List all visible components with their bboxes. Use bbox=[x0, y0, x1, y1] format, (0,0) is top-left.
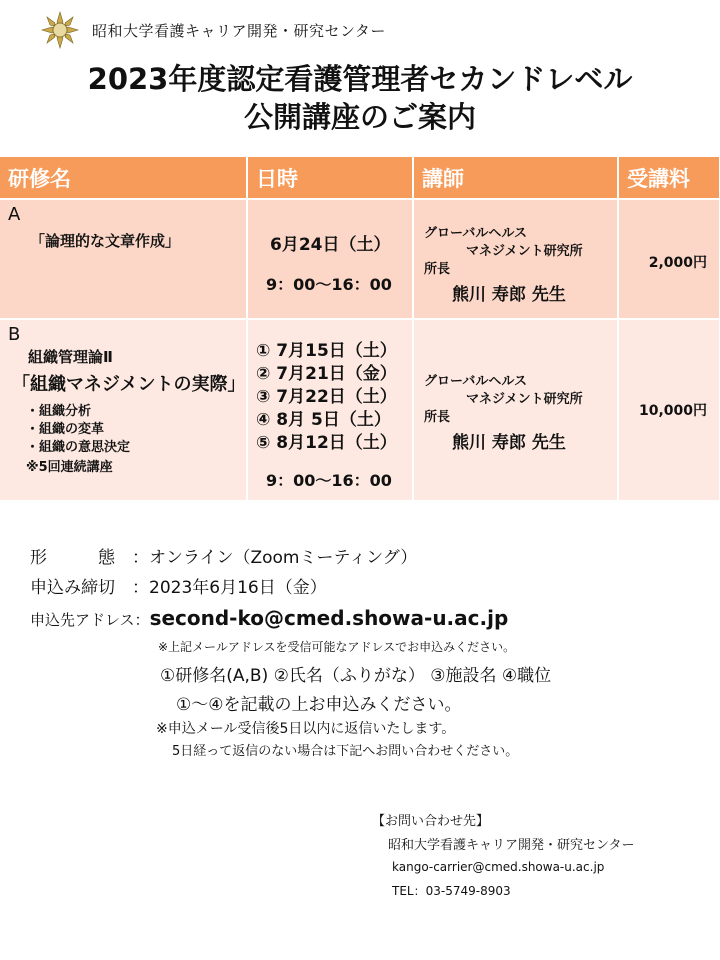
course-name-sub: 「組織マネジメントの実際」 bbox=[12, 374, 246, 395]
course-date: ④ 8月 5日（土） bbox=[256, 410, 391, 430]
datetime-cell bbox=[247, 319, 413, 501]
lecturer-name: 熊川 寿郎 先生 bbox=[452, 433, 566, 453]
contact-org: 昭和大学看護キャリア開発・研究センター bbox=[388, 838, 635, 853]
fee-cell bbox=[618, 319, 720, 501]
reply-note-2: 5日経って返信のない場合は下記へお問い合わせください。 bbox=[172, 744, 519, 759]
course-time: 9：00～16：00 bbox=[266, 275, 392, 294]
header-fee: 受講料 bbox=[618, 157, 720, 199]
lecturer-org-1: グローバルヘルス bbox=[424, 374, 527, 389]
address-value[interactable]: second-ko@cmed.showa-u.ac.jp bbox=[149, 606, 509, 630]
lecturer-role: 所長 bbox=[424, 262, 451, 277]
course-dates bbox=[256, 340, 397, 455]
course-fee: 10,000円 bbox=[638, 403, 707, 419]
lecturer-name: 熊川 寿郎 先生 bbox=[452, 285, 566, 305]
course-cell bbox=[0, 199, 247, 319]
table-header-row bbox=[0, 157, 720, 199]
lecturer-org-2: マネジメント研究所 bbox=[466, 392, 583, 407]
lecturer-cell bbox=[413, 199, 618, 319]
course-date: ⑤ 8月12日（土） bbox=[256, 433, 397, 453]
format-label: 形 態 ： bbox=[30, 548, 149, 568]
format-line bbox=[30, 543, 417, 568]
table-row bbox=[0, 199, 720, 319]
org-name: 昭和大学看護キャリア開発・研究センター bbox=[92, 21, 386, 40]
course-letter: A bbox=[8, 204, 21, 225]
course-name-main: 組織管理論Ⅱ bbox=[28, 348, 113, 366]
header bbox=[38, 10, 386, 50]
header-lecturer: 講師 bbox=[413, 157, 618, 199]
deadline-label: 申込み締切 ： bbox=[30, 578, 149, 598]
deadline-line bbox=[30, 573, 327, 598]
datetime-cell bbox=[247, 199, 413, 319]
course-letter: B bbox=[8, 324, 21, 345]
contact-heading: 【お問い合わせ先】 bbox=[372, 814, 490, 829]
course-bullet: ・組織分析 bbox=[26, 404, 92, 419]
required-items: ①研修名(A,B) ②氏名（ふりがな） ③施設名 ④職位 bbox=[160, 666, 552, 686]
lecturer-role: 所長 bbox=[424, 410, 451, 425]
course-date: ① 7月15日（土） bbox=[256, 341, 397, 361]
course-name: 「論理的な文章作成」 bbox=[30, 232, 181, 250]
fee-cell bbox=[618, 199, 720, 319]
contact-email[interactable]: kango-carrier@cmed.showa-u.ac.jp bbox=[392, 860, 605, 874]
address-line bbox=[30, 606, 508, 630]
reply-note: ※申込メール受信後5日以内に返信いたします。 bbox=[156, 721, 456, 737]
header-course-name: 研修名 bbox=[0, 157, 247, 199]
required-items-note: ①～④を記載の上お申込みください。 bbox=[176, 695, 462, 715]
page-title bbox=[0, 60, 720, 136]
course-date: ② 7月21日（金） bbox=[256, 364, 397, 384]
course-bullet: ・組織の意思決定 bbox=[26, 440, 131, 455]
course-date: ③ 7月22日（土） bbox=[256, 387, 397, 407]
course-time: 9：00～16：00 bbox=[266, 471, 392, 490]
address-note: ※上記メールアドレスを受信可能なアドレスでお申込みください。 bbox=[158, 640, 516, 654]
address-label: 申込先アドレス： bbox=[30, 611, 150, 629]
course-table bbox=[0, 157, 720, 502]
course-bullet: ・組織の変革 bbox=[26, 422, 105, 437]
lecturer-cell bbox=[413, 319, 618, 501]
university-logo-icon bbox=[38, 10, 82, 50]
title-line-1: 2023年度認定看護管理者セカンドレベル bbox=[87, 62, 633, 96]
course-cell bbox=[0, 319, 247, 501]
lecturer-org-1: グローバルヘルス bbox=[424, 226, 527, 241]
contact-tel: TEL：03-5749-8903 bbox=[392, 884, 511, 898]
title-line-2: 公開講座のご案内 bbox=[243, 100, 476, 134]
lecturer-org-2: マネジメント研究所 bbox=[466, 244, 583, 259]
table-row bbox=[0, 319, 720, 501]
course-fee: 2,000円 bbox=[648, 255, 707, 271]
header-datetime: 日時 bbox=[247, 157, 413, 199]
course-note: ※5回連続講座 bbox=[26, 460, 113, 475]
format-value: オンライン（Zoomミーティング） bbox=[149, 548, 418, 568]
deadline-value: 2023年6月16日（金） bbox=[149, 578, 327, 598]
course-date: 6月24日（土） bbox=[270, 235, 391, 255]
